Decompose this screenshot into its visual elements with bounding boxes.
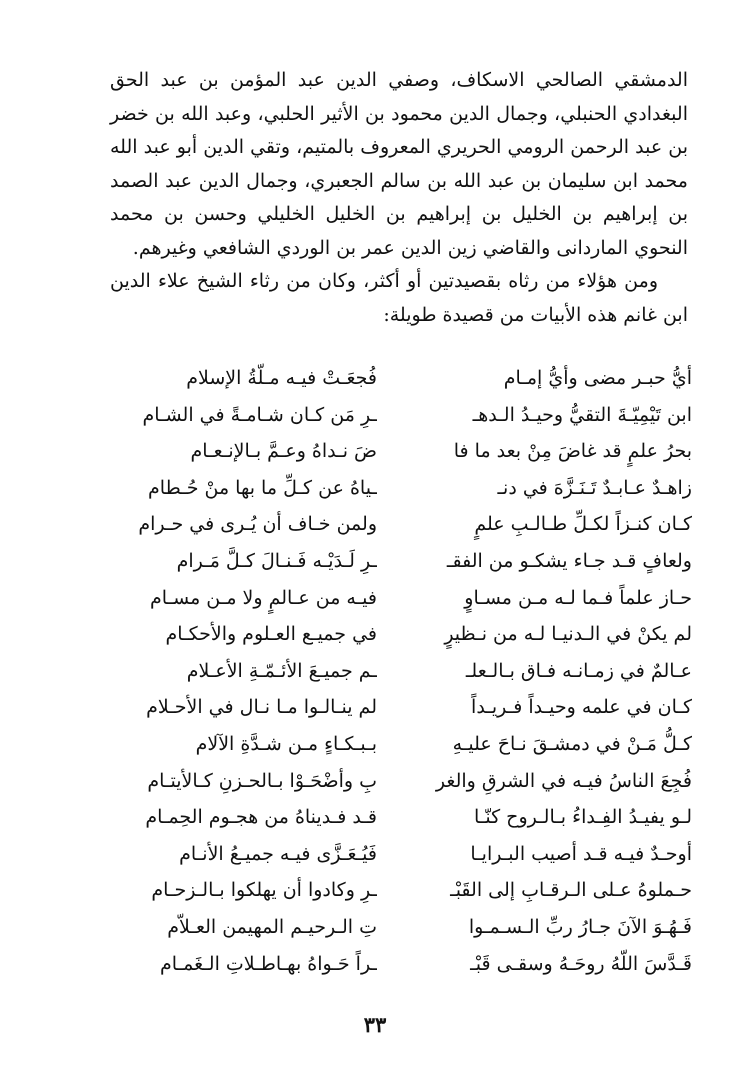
poem-verse <box>112 946 692 983</box>
poem-verse <box>112 470 692 507</box>
poem-verse <box>112 689 692 726</box>
verse-second-hemistich: ـم جميـعَ الأئـمّـةِ الأعـلام <box>186 659 377 682</box>
verse-second-hemistich: فيـه من عـالمٍ ولا مـن مسـام <box>150 586 377 609</box>
paragraph-biographies: الدمشقي الصالحي الاسكاف، وصفي الدين عبد المؤمن بن عبد الحق البغدادي الحنبلي، وجمال الدين محمود بن الأثير الحلبي، وعبد الله بن خضر بن عبد الرحمن الرومي الحريري المعروف بالمتيم، وتقي الدين أبو عبد الله محمد ابن سليمان بن عبد الله بن سالم الجعبري، وجمال الدين عبد الصمد بن إبراهيم بن الخليل بن إبراهيم بن الخليل الخليلي وحسن بن محمد النحوي الماردانى والقاضي زين الدين عمر بن الوردي الشافعي وغيرهم. <box>110 69 688 259</box>
verse-second-hemistich: ولمن خـاف أن يُـرى في حـرام <box>138 513 377 536</box>
verse-first-hemistich: كـلُّ مَـنْ في دمشـقَ نـاحَ عليـهِ <box>452 732 692 755</box>
prose-block <box>110 64 688 332</box>
poem-verse <box>112 506 692 543</box>
page-number: ٣٣ <box>363 1012 387 1037</box>
verse-first-hemistich: فَـهُـوَ الآنَ جـارُ ربِّ الـسـمـوا <box>468 915 692 938</box>
poem-verse <box>112 909 692 946</box>
verse-first-hemistich: عـالمٌ في زمـانـه فـاق بـالـعلـ <box>465 659 692 682</box>
verse-second-hemistich: ضَ نـداهُ وعـمَّ بـالإنـعـام <box>190 440 377 463</box>
poem-verse <box>112 763 692 800</box>
verse-first-hemistich: ابن تَيْمِيّـةَ التقيُّ وحيـدُ الـدهـ <box>472 403 692 426</box>
verse-second-hemistich: قـد فـديناهُ من هجـوم الحِمـام <box>145 806 377 829</box>
verse-first-hemistich: قَـدَّسَ اللّهُ روحَـهُ وسقـى قَبْـ <box>470 952 692 975</box>
poem-verse <box>112 433 692 470</box>
verse-second-hemistich: ـرِ مَن كـان شـامـةً في الشـام <box>142 403 377 426</box>
poem-verse <box>112 580 692 617</box>
verse-second-hemistich: ـراً حَـواهُ بهـاطـلاتِ الـغَمـام <box>159 952 377 975</box>
verse-second-hemistich: بـبـكـاءٍ مـن شـدَّةِ الآلام <box>195 732 377 755</box>
verse-second-hemistich: تِ الـرحيـم المهيمن العـلاّم <box>167 915 377 938</box>
verse-first-hemistich: فُجِعَ الناسُ فيـه في الشرقِ والغر <box>435 769 692 792</box>
verse-second-hemistich: ـياهُ عن كـلِّ ما بها منْ حُـطام <box>148 476 377 499</box>
verse-second-hemistich: فُجعَـتْ فيـه مـلّةُ الإسلام <box>186 367 377 389</box>
paragraph-poem-intro: ومن هؤلاء من رثاه بقصيدتين أو أكثر، وكان من رثاء الشيخ علاء الدين ابن غانم هذه الأبيات من قصيدة طويلة: <box>110 270 688 326</box>
verse-first-hemistich: لم يكنْ في الـدنيـا لـه من نـظيرٍ <box>444 623 692 646</box>
poem-verse <box>112 836 692 873</box>
verse-first-hemistich: حـملوهُ عـلى الـرقـابِ إلى القَبْـ <box>450 879 692 902</box>
poem-verse <box>112 653 692 690</box>
verse-second-hemistich: لم ينـالـوا مـا نـال في الأحـلام <box>146 696 377 719</box>
poem-verse <box>112 872 692 909</box>
verse-first-hemistich: لـو يفيـدُ الفِـداءُ بـالـروح كنّـا <box>474 806 692 829</box>
verse-second-hemistich: ـرِ وكادوا أن يهلكوا بـالـزحـام <box>151 879 377 902</box>
verse-second-hemistich: فَيُـعَـزَّى فيـه جميـعُ الأنـام <box>179 842 377 865</box>
verse-first-hemistich: كـان في علمه وحيـداً فـريـداً <box>471 696 692 719</box>
verse-second-hemistich: في جميـع العـلوم والأحكـام <box>165 623 377 646</box>
verse-first-hemistich: بحرُ علمٍ قد غاضَ مِنْ بعد ما فا <box>453 440 692 463</box>
verse-second-hemistich: بِ وأضْحَـوْا بـالحـزنِ كـالأيتـام <box>147 769 377 792</box>
verse-first-hemistich: أوحـدٌ فيـه قـد أصيب البـرايـا <box>470 842 692 865</box>
poem-verse <box>112 397 692 434</box>
elegy-poem <box>112 360 692 982</box>
verse-first-hemistich: كـان كنـزاً لكـلِّ طـالـبِ علمٍ <box>474 513 692 536</box>
verse-second-hemistich: ـرِ لَـدَيْـه فَـنـالَ كـلَّ مَـرام <box>176 549 377 572</box>
verse-first-hemistich: زاهـدٌ عـابـدٌ تَـنَـزَّهَ في دنـ <box>497 476 692 499</box>
poem-verse <box>112 616 692 653</box>
verse-first-hemistich: أيُّ حبـر مضى وأيُّ إمـام <box>503 367 692 389</box>
poem-verse <box>112 799 692 836</box>
verse-first-hemistich: ولعافٍ قـد جـاء يشكـو من الفقـ <box>446 549 692 572</box>
poem-verse <box>112 360 692 397</box>
verse-first-hemistich: حـاز علماً فـما لـه مـن مسـاوٍ <box>464 586 692 609</box>
poem-verse <box>112 726 692 763</box>
poem-verse <box>112 543 692 580</box>
